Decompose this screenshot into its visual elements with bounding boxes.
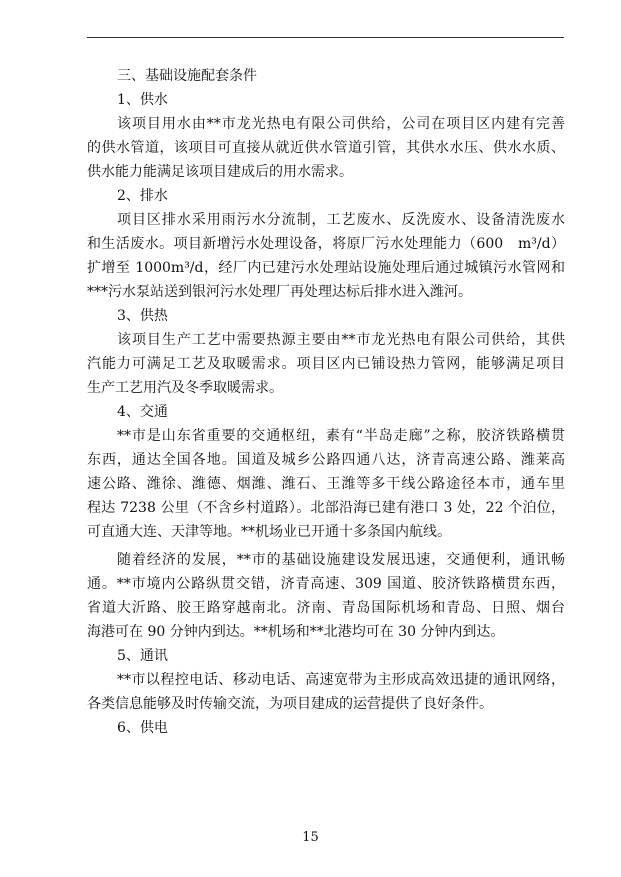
paragraph-line: 该项目生产工艺中需要热源主要由**市龙光热电有限公司供给，其供 — [117, 332, 565, 348]
paragraph-line: 程达 7238 公里（不含乡村道路）。北部沿海已建有港口 3 处，22 个泊位， — [87, 500, 565, 516]
page-number: 15 — [302, 830, 319, 845]
document-body — [87, 64, 565, 740]
paragraph-line: 随着经济的发展，**市的基础设施建设发展迅速，交通便利，通讯畅 — [117, 552, 565, 568]
subsection-heading: 3、供热 — [117, 308, 168, 324]
paragraph-line: 汽能力可满足工艺及取暖需求。项目区内已铺设热力管网，能够满足项目 — [87, 356, 565, 372]
paragraph-line: 扩增至 1000m³/d，经厂内已建污水处理站设施处理后通过城镇污水管网和 — [87, 260, 565, 276]
paragraph-line: 供水能力能满足该项目建成后的用水需求。 — [87, 164, 353, 180]
paragraph-line: 该项目用水由**市龙光热电有限公司供给，公司在项目区内建有完善 — [117, 116, 565, 132]
paragraph-line: 的供水管道，该项目可直接从就近供水管道引管，其供水水压、供水水质、 — [87, 140, 565, 156]
paragraph-line: ***污水泵站送到银河污水处理厂再处理达标后排水进入潍河。 — [87, 284, 472, 300]
paragraph-line: **市是山东省重要的交通枢纽，素有“半岛走廊”之称，胶济铁路横贯 — [117, 428, 565, 444]
section-title: 三、基础设施配套条件 — [117, 68, 257, 84]
paragraph-line: 东西，通达全国各地。国道及城乡公路四通八达，济青高速公路、潍莱高 — [87, 452, 565, 468]
paragraph-line: 各类信息能够及时传输交流，为项目建成的运营提供了良好条件。 — [87, 696, 493, 712]
subsection-heading: 6、供电 — [117, 720, 168, 736]
subsection-heading: 5、通讯 — [117, 648, 168, 664]
paragraph-line: 和生活废水。项目新增污水处理设备，将原厂污水处理能力（600 m³/d） — [87, 236, 565, 252]
subsection-heading: 2、排水 — [117, 188, 168, 204]
subsection-heading: 4、交通 — [117, 404, 168, 420]
paragraph-line: 通。**市境内公路纵贯交错，济青高速、309 国道、胶济铁路横贯东西， — [87, 576, 565, 592]
paragraph-line: 海港可在 90 分钟内到达。**机场和**北港均可在 30 分钟内到达。 — [87, 624, 505, 640]
header-rule — [87, 37, 564, 38]
subsection-heading: 1、供水 — [117, 92, 168, 108]
paragraph-line: **市以程控电话、移动电话、高速宽带为主形成高效迅捷的通讯网络， — [117, 672, 565, 688]
paragraph-line: 可直通大连、天津等地。**机场业已开通十多条国内航线。 — [87, 524, 451, 540]
paragraph-line: 生产工艺用汽及冬季取暖需求。 — [87, 380, 283, 396]
paragraph-line: 省道大沂路、胶王路穿越南北。济南、青岛国际机场和青岛、日照、烟台 — [87, 600, 565, 616]
paragraph-line: 项目区排水采用雨污水分流制，工艺废水、反洗废水、设备清洗废水 — [117, 212, 565, 228]
paragraph-line: 速公路、潍徐、潍德、烟潍、潍石、王潍等多干线公路途径本市，通车里 — [87, 476, 565, 492]
